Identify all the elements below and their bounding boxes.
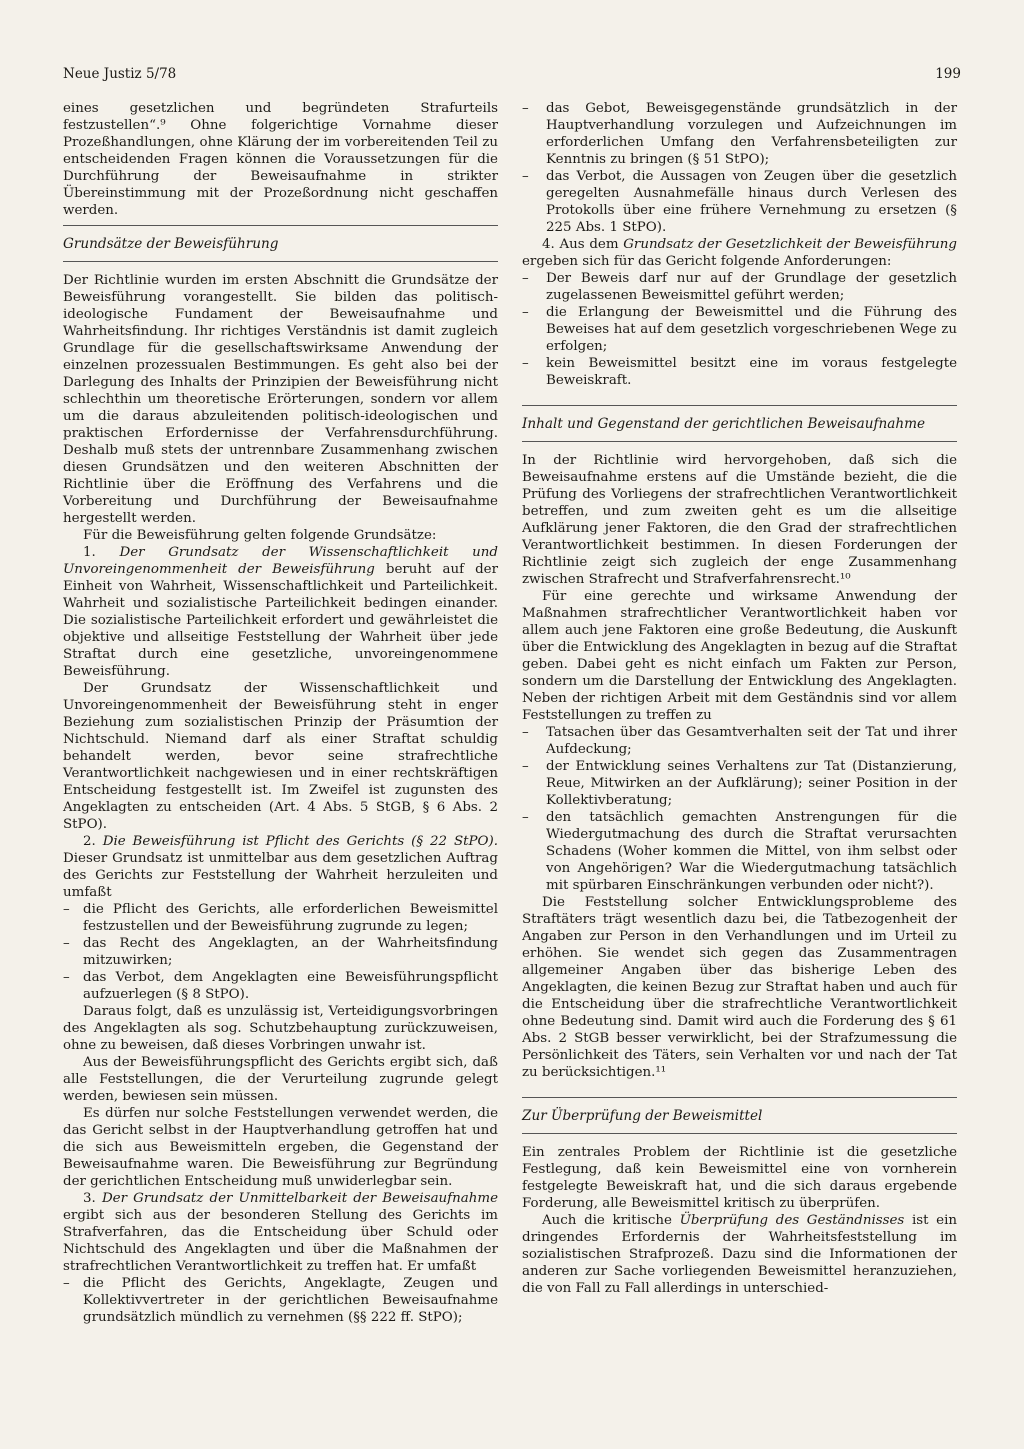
- paragraph: [63, 544, 498, 680]
- item-number: 3.: [83, 1191, 102, 1206]
- list-item: – kein Beweismittel besitzt eine im voraus festgelegte Beweiskraft.: [522, 355, 957, 389]
- paragraph-text: ergibt sich aus der besonderen Stellung des Gerichts im Strafverfahren, das die Entscheidung über Schuld oder Nichtschuld des Angeklagten und über die Maßnahmen der strafrechtlichen Verantwortlichkeit zu treffen hat. Er umfaßt: [63, 1208, 498, 1274]
- paragraph: Aus der Beweisführungspflicht des Gerichts ergibt sich, daß alle Feststellungen, die der Verurteilung zugrunde gelegt werden, bewiesen sein müssen.: [63, 1055, 498, 1104]
- list-item: – das Verbot, dem Angeklagten eine Beweisführungspflicht aufzuerlegen (§ 8 StPO).: [63, 969, 498, 1003]
- section-heading-ueberpruefung: Zur Überprüfung der Beweismittel: [522, 1098, 957, 1134]
- paragraph-text: beruht auf der Einheit von Wahrheit, Wissenschaftlichkeit und Parteilichkeit. Wahrheit und sozialistische Parteilichkeit bedingen einander. Die sozialistische Parteilichkeit erfordert und gewährleistet die objektive und allseitige Feststellung der Wahrheit über jede Straftat durch eine gesetzliche, unvoreingenommene Beweisführung.: [63, 562, 498, 679]
- paragraph-text: Dieser Grundsatz ist unmittelbar aus dem gesetzlichen Auftrag des Gerichts zur Feststellung der Wahrheit herzuleiten und umfaßt: [63, 851, 498, 900]
- intro-paragraph: eines gesetzlichen und begründeten Strafurteils festzustellen“.⁹ Ohne folgerichtige Vornahme dieser Prozeßhandlungen, ohne Klärung der im vorbereitenden Teil zu entscheidenden Fragen können die Voraussetzungen für die Durchführung der Beweisaufnahme in strikter Übereinstimmung mit der Prozeßordnung nicht geschaffen werden.: [63, 101, 498, 218]
- emphasis: Überprüfung des Geständnisses: [679, 1213, 905, 1228]
- paragraph: In der Richtlinie wird hervorgehoben, daß sich die Beweisaufnahme erstens auf die Umstände bezieht, die die Prüfung des Vorliegens der strafrechtlichen Verantwortlichkeit betreffen, und zum zweiten geht es um die allseitige Aufklärung jener Faktoren, die den Grad der strafrechtlichen Verantwortlichkeit bestimmen. In diesen Forderungen der Richtlinie zeigt sich zugleich der enge Zusammenhang zwischen Strafrecht und Strafverfahrensrecht.¹⁰: [522, 453, 957, 587]
- paragraph: Es dürfen nur solche Feststellungen verwendet werden, die das Gericht selbst in der Hauptverhandlung getroffen hat und die sich aus Beweismitteln ergeben, die Gegenstand der Beweisaufnahme waren. Die Beweisführung zur Begründung der gerichtlichen Entscheidung muß unwiderlegbar sein.: [63, 1106, 498, 1189]
- spacer: [522, 389, 957, 399]
- paragraph: [63, 1190, 498, 1275]
- section-heading-grundsaetze: Grundsätze der Beweisführung: [63, 226, 498, 262]
- list-item: – die Erlangung der Beweismittel und die Führung des Beweises hat auf dem gesetzlich vorgeschriebenen Wege zu erfolgen;: [522, 304, 957, 355]
- paragraph-text: 4. Aus dem: [542, 237, 624, 252]
- paragraph: Ein zentrales Problem der Richtlinie ist die gesetzliche Festlegung, daß kein Beweismittel eine von vornherein festgelegte Beweiskraft hat, und die sich daraus ergebende Forderung, alle Beweismittel kritisch zu überprüfen.: [522, 1145, 957, 1211]
- running-header: [63, 66, 961, 84]
- list-item: – Der Beweis darf nur auf der Grundlage der gesetzlich zugelassenen Beweismittel geführt werden;: [522, 270, 957, 304]
- list-item: – den tatsächlich gemachten Anstrengungen für die Wiedergutmachung des durch die Straftat verursachten Schadens (Woher kommen die Mittel, von ihm selbst oder von Angehörigen? War die Wiedergutmachung tatsächlich mit spürbaren Einschränkungen verbunden oder nicht?).: [522, 809, 957, 894]
- paragraph: Für die Beweisführung gelten folgende Grundsätze:: [83, 528, 437, 543]
- list-item: – die Pflicht des Gerichts, alle erforderlichen Beweismittel festzustellen und der Beweisführung zugrunde zu legen;: [63, 901, 498, 935]
- spacer: [522, 1081, 957, 1091]
- paragraph: [522, 1212, 957, 1297]
- dash-list: [522, 100, 957, 236]
- list-item: – das Recht des Angeklagten, an der Wahrheitsfindung mitzuwirken;: [63, 935, 498, 969]
- emphasis: Der Grundsatz der Unmittelbarkeit der Beweisaufnahme: [101, 1191, 498, 1206]
- list-item: – das Verbot, die Aussagen von Zeugen über die gesetzlich geregelten Ausnahmefälle hinaus durch Verlesen des Protokolls über eine frühere Vernehmung zu ersetzen (§ 225 Abs. 1 StPO).: [522, 168, 957, 236]
- paragraph-text: ergeben sich für das Gericht folgende Anforderungen:: [522, 254, 892, 269]
- journal-title: Neue Justiz 5/78: [63, 66, 177, 82]
- dash-list: [522, 270, 957, 389]
- paragraph: Der Richtlinie wurden im ersten Abschnitt die Grundsätze der Beweisführung vorangestellt. Sie bilden das politisch-ideologische Fundament der Beweisaufnahme und Wahrheitsfindung. Ihr richtiges Verständnis ist damit zugleich Grundlage für die gesellschaftswirksame Anwendung der einzelnen prozessualen Bestimmungen. Es geht also bei der Darlegung des Inhalts der Prinzipien der Beweisführung nicht schlechthin um theoretische Erörterungen, sondern vor allem um die daraus abzuleitenden politisch-ideologischen und praktischen Erfordernisse der Verfahrensdurchführung. Deshalb muß stets der untrennbare Zusammenhang zwischen diesen Grundsätzen und den weiteren Abschnitten der Richtlinie über die Eröffnung des Verfahrens und die Vorbereitung und Durchführung der Beweisaufnahme hergestellt werden.: [63, 273, 498, 526]
- list-item: – Tatsachen über das Gesamtverhalten seit der Tat und ihrer Aufdeckung;: [522, 724, 957, 758]
- dash-list: [522, 724, 957, 894]
- section-heading-inhalt: Inhalt und Gegenstand der gerichtlichen Beweisaufnahme: [522, 406, 957, 442]
- item-number: 1.: [83, 545, 120, 560]
- left-column: [63, 100, 498, 1326]
- paragraph: Für eine gerechte und wirksame Anwendung der Maßnahmen strafrechtlicher Verantwortlichkeit haben vor allem auch jene Faktoren eine große Bedeutung, die Auskunft über die Entwicklung des Angeklagten in bezug auf die Straftat geben. Dabei geht es nicht einfach um Fakten zur Person, sondern um die Darstellung der Entwicklung des Angeklagten. Neben der richtigen Arbeit mit dem Geständnis sind vor allem Feststellungen zu treffen zu: [522, 589, 957, 723]
- emphasis: Grundsatz der Gesetzlichkeit der Beweisführung: [623, 237, 957, 252]
- page-number: 199: [935, 66, 961, 82]
- list-item: – der Entwicklung seines Verhaltens zur Tat (Distanzierung, Reue, Mitwirken an der Aufklärung); seiner Position in der Kollektivberatung;: [522, 758, 957, 809]
- emphasis: Die Beweisführung ist Pflicht des Gerichts (§ 22 StPO).: [102, 834, 498, 849]
- dash-list: [63, 1275, 498, 1326]
- paragraph: Daraus folgt, daß es unzulässig ist, Verteidigungsvorbringen des Angeklagten als sog. Schutzbehauptung zurückzuweisen, ohne zu beweisen, daß dieses Vorbringen unwahr ist.: [63, 1004, 498, 1053]
- list-item: – die Pflicht des Gerichts, Angeklagte, Zeugen und Kollektivvertreter in der gerichtlichen Beweisaufnahme grundsätzlich mündlich zu vernehmen (§§ 222 ff. StPO);: [63, 1275, 498, 1326]
- list-item: – das Gebot, Beweisgegenstände grundsätzlich in der Hauptverhandlung vorzulegen und Aufzeichnungen im erforderlichen Umfang den Verfahrensbeteiligten zur Kenntnis zu bringen (§ 51 StPO);: [522, 100, 957, 168]
- paragraph-text: ist ein dringendes Erfordernis der Wahrheitsfeststellung im sozialistischen Strafprozeß. Dazu sind die Informationen der anderen zur Sache vorliegenden Beweismittel heranzuziehen, die von Fall zu Fall allerdings in unterschied-: [522, 1213, 957, 1296]
- paragraph: [522, 236, 957, 270]
- right-column: [522, 100, 957, 1297]
- paragraph: [63, 833, 498, 901]
- item-number: 2.: [83, 834, 103, 849]
- dash-list: [63, 901, 498, 1003]
- emphasis: Der Grundsatz der Wissenschaftlichkeit und Unvoreingenommenheit der Beweisführung: [63, 545, 498, 577]
- paragraph: Die Feststellung solcher Entwicklungsprobleme des Straftäters trägt wesentlich dazu bei, die Tatbezogenheit der Angaben zur Person in den Verhandlungen und im Urteil zu erhöhen. Sie wendet sich gegen das Zusammentragen allgemeiner Angaben über das bisherige Leben des Angeklagten, die keinen Bezug zur Straftat haben und auch für die Entscheidung über die strafrechtliche Verantwortlichkeit ohne Bedeutung sind. Damit wird auch die Forderung des § 61 Abs. 2 StGB besser verwirklicht, bei der Strafzumessung die Persönlichkeit des Täters, sein Verhalten vor und nach der Tat zu berücksichtigen.¹¹: [522, 895, 957, 1080]
- paragraph: Der Grundsatz der Wissenschaftlichkeit und Unvoreingenommenheit der Beweisführung steht in enger Beziehung zum sozialistischen Prinzip der Präsumtion der Nichtschuld. Niemand darf als einer Straftat schuldig behandelt werden, bevor seine strafrechtliche Verantwortlichkeit nachgewiesen und in einer rechtskräftigen Entscheidung festgestellt ist. Im Zweifel ist zugunsten des Angeklagten zu entscheiden (Art. 4 Abs. 5 StGB, § 6 Abs. 2 StPO).: [63, 681, 498, 832]
- paragraph-text: Auch die kritische: [542, 1213, 680, 1228]
